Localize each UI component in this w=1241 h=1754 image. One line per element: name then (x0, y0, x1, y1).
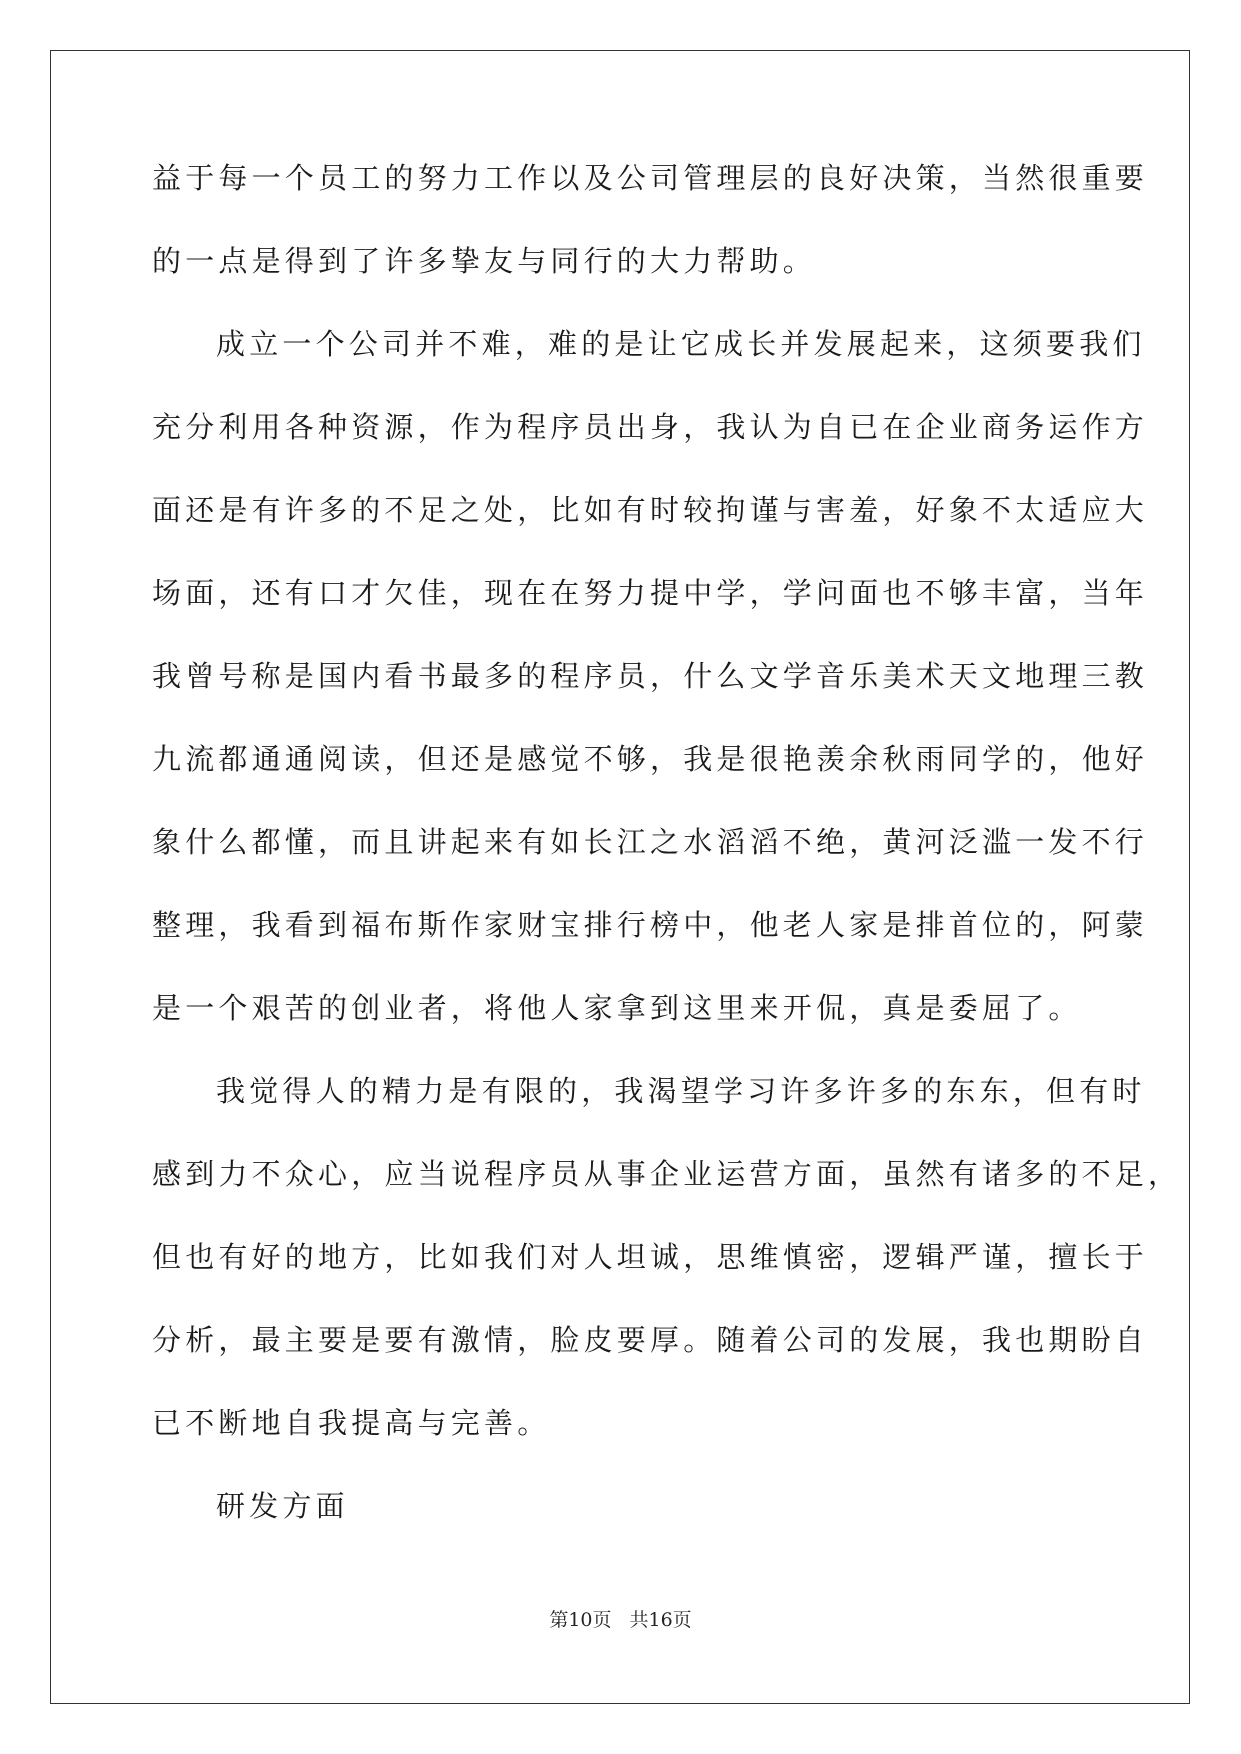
section-heading: 研发方面 (216, 1489, 349, 1523)
paragraph-start-line: 成立一个公司并不难，难的是让它成长并发展起来，这须要我们 (216, 327, 1146, 361)
text-line: 象什么都懂，而且讲起来有如长江之水滔滔不绝，黄河泛滥一发不行 (152, 825, 1149, 859)
page-footer (0, 1605, 1241, 1632)
page-number: 第10页 (549, 1609, 612, 1631)
text-line: 的一点是得到了许多挚友与同行的大力帮助。 (152, 244, 817, 278)
text-line: 九流都通通阅读，但还是感觉不够，我是很艳羡余秋雨同学的，他好 (152, 742, 1149, 776)
page-total: 共16页 (629, 1609, 692, 1631)
paragraph-start-line: 我觉得人的精力是有限的，我渴望学习许多许多的东东，但有时 (216, 1074, 1146, 1108)
text-line: 益于每一个员工的努力工作以及公司管理层的良好决策，当然很重要 (152, 161, 1149, 195)
document-body (152, 160, 1182, 1571)
text-line: 分析，最主要是要有激情，脸皮要厚。随着公司的发展，我也期盼自 (152, 1323, 1149, 1357)
text-line: 整理，我看到福布斯作家财宝排行榜中，他老人家是排首位的，阿蒙 (152, 908, 1149, 942)
text-line: 充分利用各种资源，作为程序员出身，我认为自已在企业商务运作方 (152, 410, 1149, 444)
text-line: 感到力不众心，应当说程序员从事企业运营方面，虽然有诸多的不足， (152, 1157, 1182, 1191)
text-line: 是一个艰苦的创业者，将他人家拿到这里来开侃，真是委屈了。 (152, 991, 1082, 1025)
text-line: 已不断地自我提高与完善。 (152, 1406, 551, 1440)
text-line: 面还是有许多的不足之处，比如有时较拘谨与害羞，好象不太适应大 (152, 493, 1149, 527)
text-line: 场面，还有口才欠佳，现在在努力提中学，学问面也不够丰富，当年 (152, 576, 1149, 610)
text-line: 但也有好的地方，比如我们对人坦诚，思维慎密，逻辑严谨，擅长于 (152, 1240, 1149, 1274)
text-line: 我曾号称是国内看书最多的程序员，什么文学音乐美术天文地理三教 (152, 659, 1149, 693)
